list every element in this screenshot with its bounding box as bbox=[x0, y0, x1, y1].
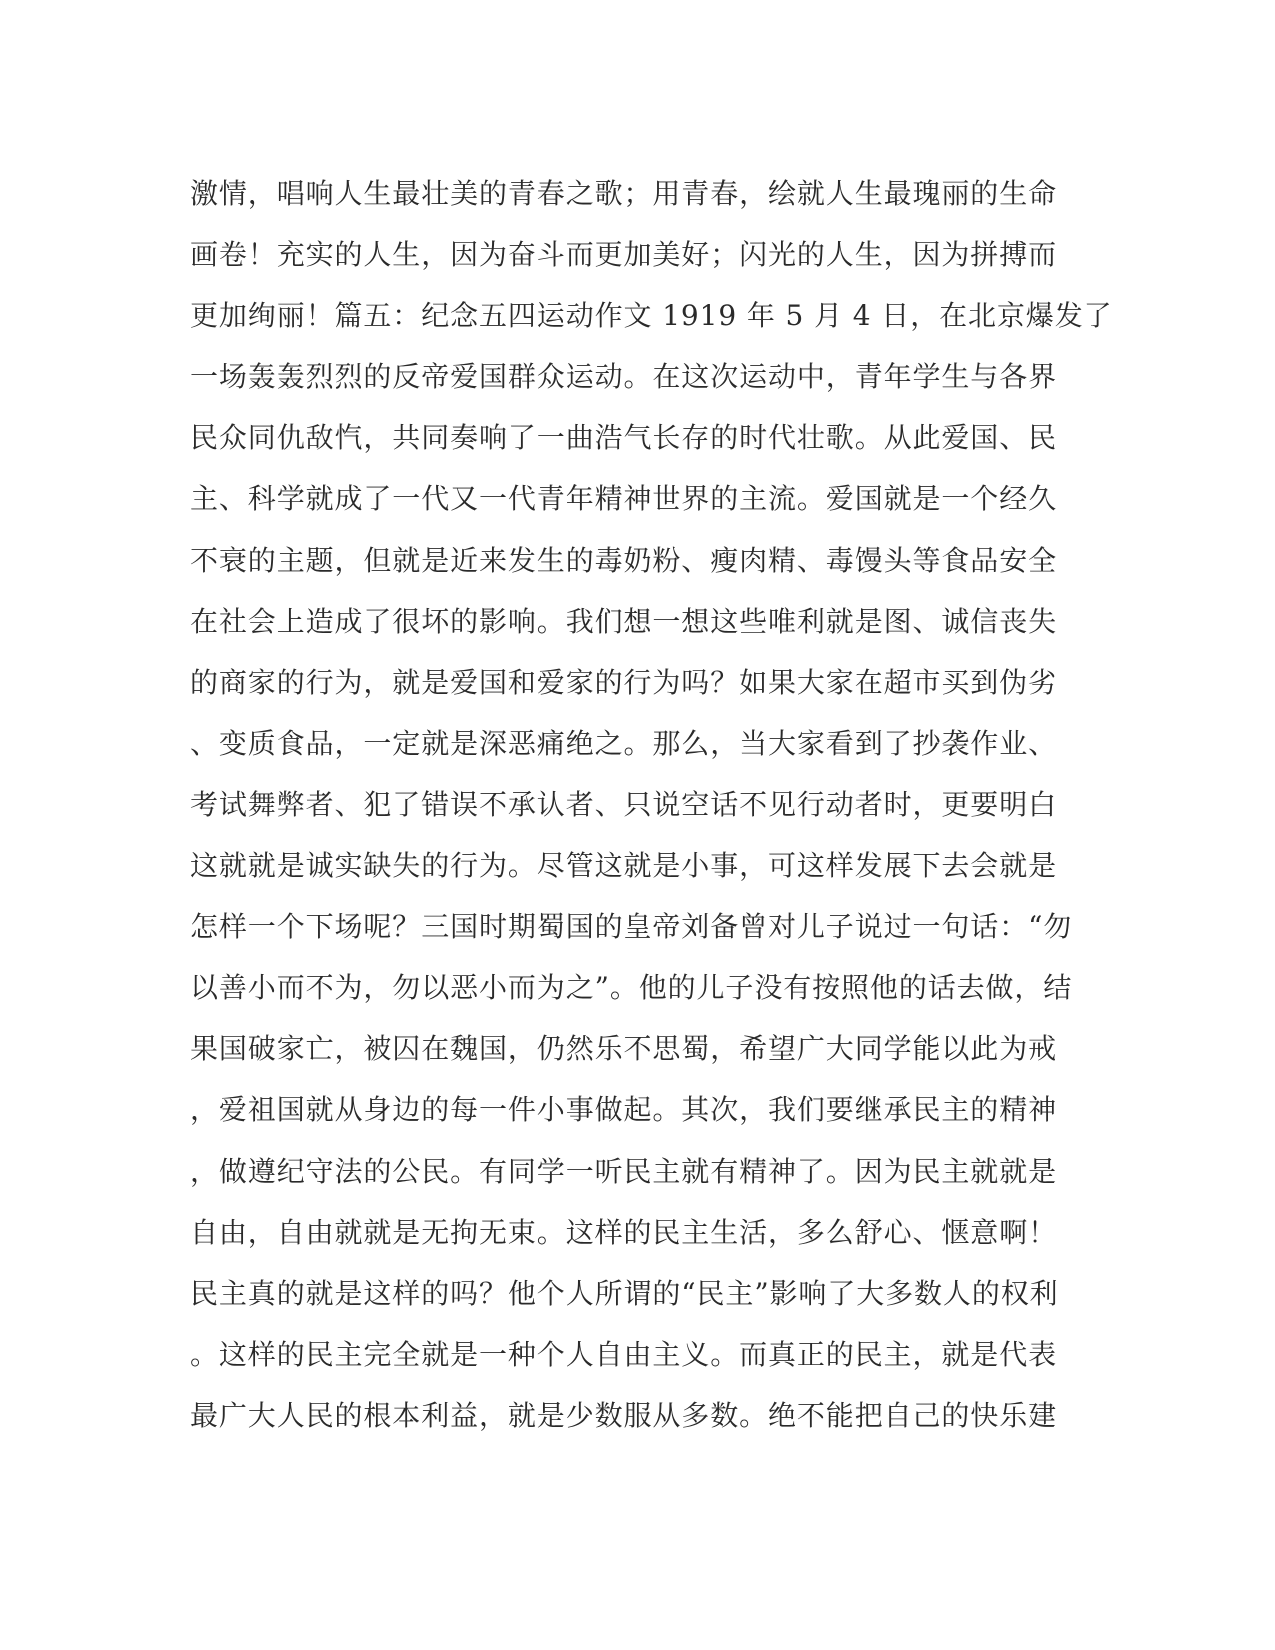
text-line: 。这样的民主完全就是一种个人自由主义。而真正的民主，就是代表 bbox=[190, 1337, 1058, 1371]
text-line: 的商家的行为，就是爱国和爱家的行为吗？如果大家在超市买到伪劣 bbox=[190, 665, 1058, 699]
text-line: 更加绚丽！篇五：纪念五四运动作文 1919 年 5 月 4 日，在北京爆发了 bbox=[190, 299, 1113, 333]
text-line: 考试舞弊者、犯了错误不承认者、只说空话不见行动者时，更要明白 bbox=[190, 787, 1058, 821]
text-line: 在社会上造成了很坏的影响。我们想一想这些唯利就是图、诚信丧失 bbox=[190, 604, 1058, 638]
text-line: 以善小而不为，勿以恶小而为之”。他的儿子没有按照他的话去做，结 bbox=[190, 971, 1073, 1005]
text-line: 果国破家亡，被囚在魏国，仍然乐不思蜀，希望广大同学能以此为戒 bbox=[190, 1032, 1058, 1066]
text-line: 怎样一个下场呢？三国时期蜀国的皇帝刘备曾对儿子说过一句话：“勿 bbox=[190, 910, 1073, 944]
body-text bbox=[190, 163, 1113, 1446]
text-line: 民主真的就是这样的吗？他个人所谓的“民主”影响了大多数人的权利 bbox=[190, 1276, 1059, 1310]
text-line: 不衰的主题，但就是近来发生的毒奶粉、瘦肉精、毒馒头等食品安全 bbox=[190, 543, 1058, 577]
text-line: 自由，自由就就是无拘无束。这样的民主生活，多么舒心、惬意啊！ bbox=[190, 1215, 1058, 1249]
text-line: 激情，唱响人生最壮美的青春之歌；用青春，绘就人生最瑰丽的生命 bbox=[190, 177, 1058, 210]
text-line: ，做遵纪守法的公民。有同学一听民主就有精神了。因为民主就就是 bbox=[190, 1154, 1058, 1188]
text-line: 最广大人民的根本利益，就是少数服从多数。绝不能把自己的快乐建 bbox=[190, 1398, 1058, 1432]
text-line: 、变质食品，一定就是深恶痛绝之。那么，当大家看到了抄袭作业、 bbox=[190, 726, 1058, 760]
text-line: 主、科学就成了一代又一代青年精神世界的主流。爱国就是一个经久 bbox=[190, 482, 1058, 516]
text-line: 民众同仇敌忾，共同奏响了一曲浩气长存的时代壮歌。从此爱国、民 bbox=[190, 421, 1058, 455]
text-line: 画卷！充实的人生，因为奋斗而更加美好；闪光的人生，因为拼搏而 bbox=[190, 238, 1058, 272]
text-line: 这就就是诚实缺失的行为。尽管这就是小事，可这样发展下去会就是 bbox=[190, 849, 1058, 883]
text-line: ，爱祖国就从身边的每一件小事做起。其次，我们要继承民主的精神 bbox=[190, 1093, 1058, 1127]
text-line: 一场轰轰烈烈的反帝爱国群众运动。在这次运动中，青年学生与各界 bbox=[190, 360, 1058, 394]
